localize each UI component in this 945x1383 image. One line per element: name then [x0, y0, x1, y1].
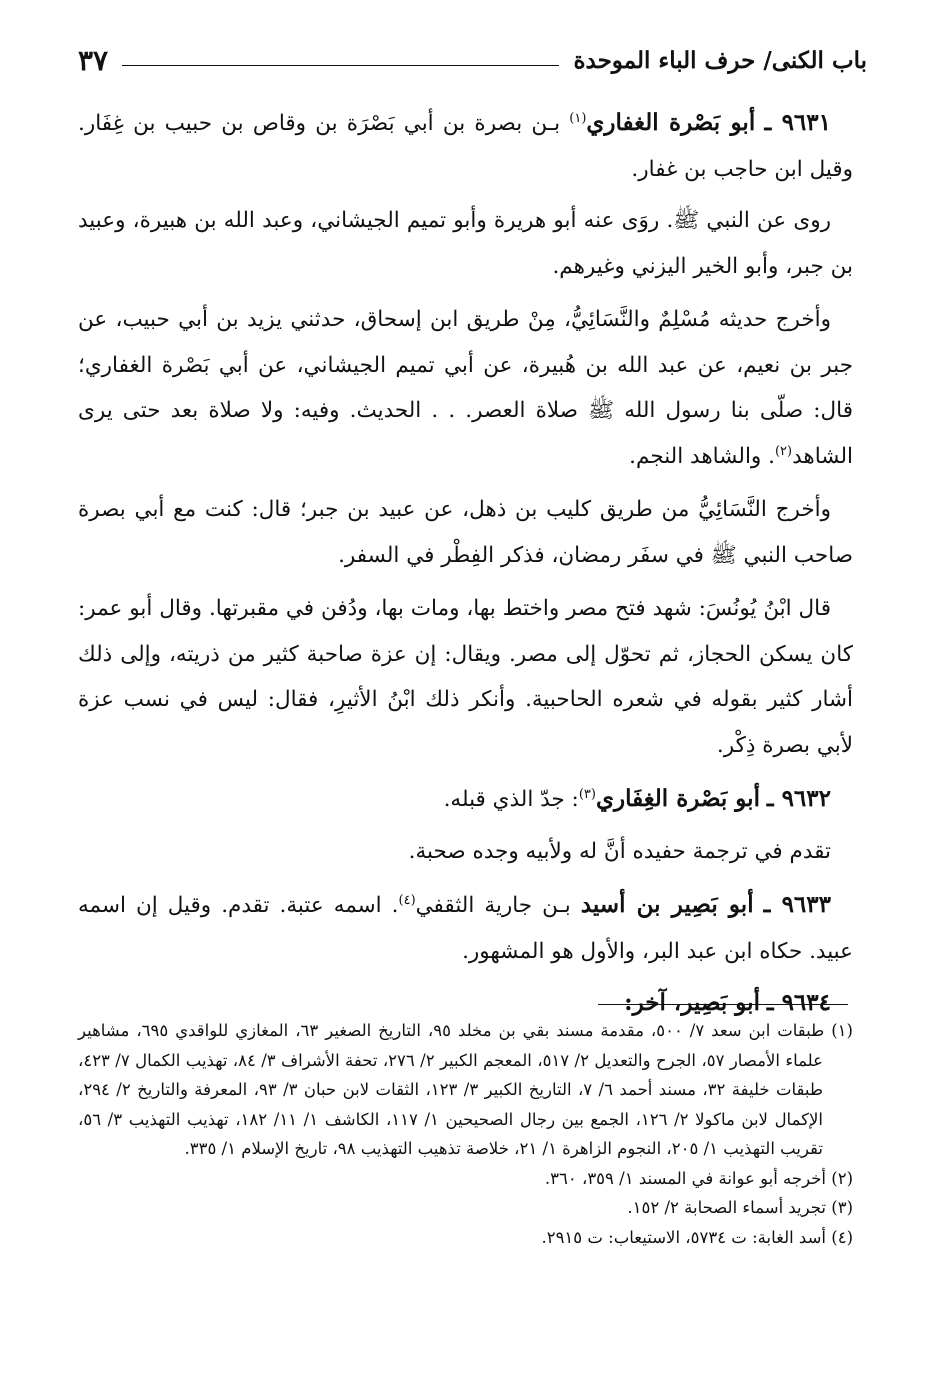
- paragraph-nasai: وأخرج النَّسَائِيُّ من طريق كليب بن ذهل، عن عبيد بن جبر؛ قال: كنت مع أبي بصرة صاحب النبي ﷺ في سفَر رمضان، فذكر الفِطْر في السفر.: [78, 497, 853, 568]
- entry-text: : جدّ الذي قبله.: [443, 787, 579, 812]
- entry-lineage: بـن جارية الثقفي: [415, 893, 571, 918]
- entry-name: أبو بَصْرة الغفاري: [586, 109, 756, 136]
- footnote-separator: [598, 1004, 848, 1005]
- footnote-1: (١) طبقات ابن سعد ٧/ ٥٠٠، مقدمة مسند بقي بن مخلد ٩٥، التاريخ الصغير ٦٣، المغازي للواقدي ٦٩٥، مشاهير علماء الأمصار ٥٧، الجرح والتعديل ٢/ ٥١٧، المعجم الكبير ٢/ ٢٧٦، تحفة الأشراف ٣/ ٨٤، تهذيب الكمال ٧/ ٤٢٣، طبقات خليفة ٣٢، مسند أحمد ٦/ ٧، التاريخ الكبير ٣/ ١٢٣، الثقات لابن حبان ٣/ ٩٣، المعرفة والتاريخ ٢/ ٢٩٤، الإكمال لابن ماكولا ٢/ ١٢٦، الجمع بين رجال الصحيحين ١/ ١١٧، الكاشف ١/ ١١/ ١٨٢، تهذيب التهذيب ٣/ ٥٦، تقريب التهذيب ١/ ٢٠٥، النجوم الزاهرة ١/ ٢١، خلاصة تذهيب التهذيب ٩٨، تاريخ الإسلام ١/ ٣٣٥.: [78, 1021, 853, 1158]
- entry-text: . اسمه عتبة. تقدم. وقيل إن اسمه عبيد. حكاه ابن عبد البر، والأول هو المشهور.: [78, 893, 853, 964]
- page-number: ٣٧: [78, 43, 109, 77]
- entry-name: أبو بَصِير، آخر:: [624, 989, 760, 1016]
- footnote-marker: (٣): [578, 786, 596, 802]
- running-header: [78, 38, 867, 82]
- entry-lineage: بـن بصرة بن أبي بَصْرَة بن وقاص بن حبيب بن غِفَار. وقيل ابن حاجب بن غفار.: [78, 111, 853, 182]
- footnote-3: (٣) تجريد أسماء الصحابة ٢/ ١٥٢.: [627, 1198, 853, 1217]
- paragraph-narrators: روى عن النبي ﷺ. روَى عنه أبو هريرة وأبو تميم الجيشاني، وعبد الله بن هبيرة، وعبيد بن جبر، وأبو الخير اليزني وغيرهم.: [78, 208, 853, 279]
- footnote-marker: (١): [569, 110, 587, 126]
- header-title: باب الكنى/ حرف الباء الموحدة: [573, 46, 867, 74]
- entry-name: أبو بَصِير بن أسيد: [580, 891, 754, 918]
- main-text: [78, 100, 853, 1016]
- paragraph-hadith-end: . والشاهد النجم.: [629, 443, 775, 469]
- entry-9631: [78, 100, 853, 192]
- footnote-2: (٢) أخرجه أبو عوانة في المسند ١/ ٣٥٩، ٣٦٠.: [544, 1168, 853, 1188]
- footnotes: [78, 1016, 853, 1336]
- entry-number: ٩٦٣٢ ـ: [766, 785, 831, 812]
- entry-name: أبو بَصْرة الغِفَاري: [595, 785, 760, 812]
- entry-number: ٩٦٣١ ـ: [764, 109, 831, 136]
- footnote-4: (٤) أسد الغابة: ت ٥٧٣٤، الاستيعاب: ت ٢٩١٥.: [541, 1227, 853, 1247]
- entry-number: ٩٦٣٣ ـ: [763, 891, 831, 918]
- footnote-marker: (٤): [398, 892, 416, 908]
- entry-9632: [78, 776, 853, 823]
- header-rule: [122, 65, 559, 66]
- paragraph-biography: قال ابْنُ يُونُسَ: شهد فتح مصر واختط بها، ومات بها، ودُفن في مقبرتها. وقال أبو عمر: كان يسكن الحجاز، ثم تحوّل إلى مصر. ويقال: إن عزة صاحبة كثير من ذريته، وإلى ذلك أشار كثير بقوله في شعره الحاحبية. وأنكر ذلك ابْنُ الأثيرِ، فقال: ليس في نسب عزة لأبي بصرة ذِكْر.: [78, 596, 853, 758]
- paragraph-hadith-text: وأخرج حديثه مُسْلِمٌ والنَّسَائِيُّ، مِنْ طريق ابن إسحاق، حدثني يزيد بن أبي حبيب، عن جبر بن نعيم، عن عبد الله بن هُبيرة، عن أبي تميم الجيشاني، عن أبي بَصْرة الغفاري؛ قال: صلّى بنا رسول الله ﷺ صلاة العصر. . . الحديث. وفيه: ولا صلاة بعد حتى يرى الشاهد: [78, 307, 853, 469]
- entry-9633: [78, 882, 853, 974]
- footnote-marker: (٢): [774, 443, 793, 459]
- entry-number: ٩٦٣٤ ـ: [766, 989, 831, 1016]
- paragraph-hadith: [78, 297, 853, 479]
- paragraph-grandson: تقدم في ترجمة حفيده أنَّ له ولأبيه وجده صحبة.: [408, 838, 831, 864]
